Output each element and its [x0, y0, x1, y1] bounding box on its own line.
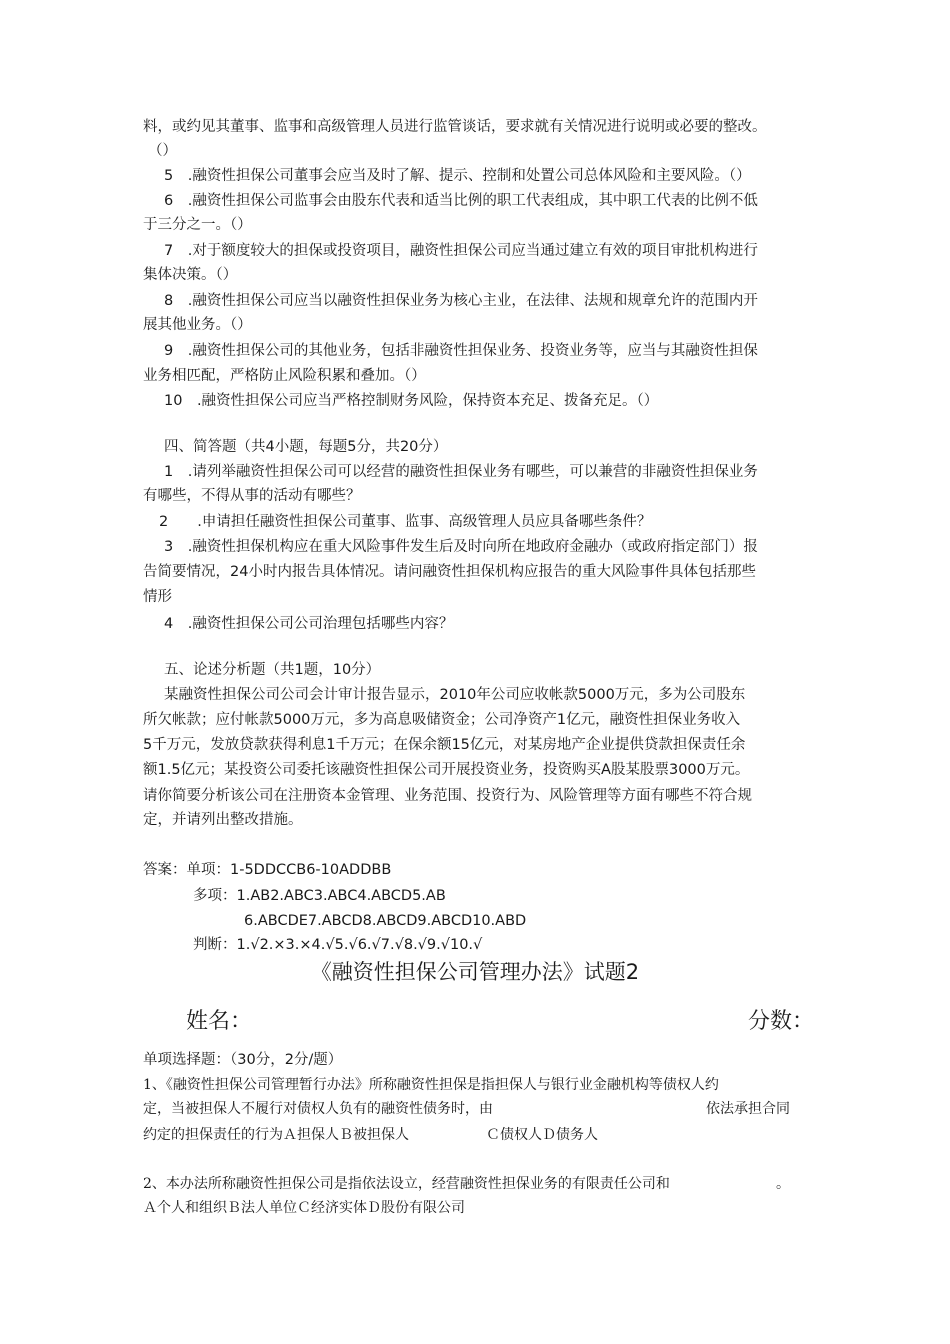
question-1: 1 .请列举融资性担保公司可以经营的融资性担保业务有哪些，可以兼营的非融资性担保业务: [164, 464, 758, 480]
text-line: 业务相匹配，严格防止风险积累和叠加。（）: [143, 368, 426, 384]
paragraph-line: 定，并请列出整改措施。: [143, 812, 303, 828]
question-7: 7 .对于额度较大的担保或投资项目，融资性担保公司应当通过建立有效的项目审批机构进行: [164, 243, 758, 259]
exam-title: 《融资性担保公司管理办法》试题2: [310, 960, 640, 984]
text-line: Ａ个人和组织Ｂ法人单位Ｃ经济实体Ｄ股份有限公司: [143, 1200, 465, 1216]
name-label: 姓名：: [186, 1009, 253, 1034]
paragraph-line: 某融资性担保公司公司会计审计报告显示，2010年公司应收帐款5000万元，多为公司股东: [164, 687, 746, 703]
exam-question-2: 2、本办法所称融资性担保公司是指依法设立，经营融资性担保业务的有限责任公司和: [143, 1176, 670, 1192]
question-4: 4 .融资性担保公司公司治理包括哪些内容？: [164, 616, 454, 632]
question-10: 10 .融资性担保公司应当严格控制财务风险，保持资本充足、拨备充足。（）: [164, 393, 659, 409]
paragraph-line: 5千万元，发放贷款获得利息1千万元；在保余额15亿元，对某房地产企业提供贷款担保责任余: [143, 737, 746, 753]
text-line: 集体决策。（）: [143, 267, 238, 283]
text-line: 。: [776, 1176, 790, 1192]
question-3: 3 .融资性担保机构应在重大风险事件发生后及时向所在地政府金融办（或政府指定部门）报: [164, 539, 758, 555]
question-2: 2 .申请担任融资性担保公司董事、监事、高级管理人员应具备哪些条件？: [159, 514, 652, 530]
text-line: 定，当被担保人不履行对债权人负有的融资性债务时，由: [143, 1101, 493, 1117]
text-line: 于三分之一。（）: [143, 217, 252, 233]
answers-judge: 判断：1.√2.×3.×4.√5.√6.√7.√8.√9.√10.√: [193, 937, 483, 953]
exam-question-1: 1、《融资性担保公司管理暂行办法》所称融资性担保是指担保人与银行业金融机构等债权人约: [143, 1077, 719, 1093]
text-line: 情形: [143, 589, 172, 605]
question-6: 6 .融资性担保公司监事会由股东代表和适当比例的职工代表组成，其中职工代表的比例不低: [164, 193, 758, 209]
text-line: 料，或约见其董事、监事和高级管理人员进行监管谈话，要求就有关情况进行说明或必要的整改。: [143, 119, 767, 135]
score-label: 分数：: [748, 1009, 815, 1034]
section-heading: 四、简答题（共4小题，每题5分，共20分）: [164, 439, 448, 455]
text-line: （）: [148, 143, 177, 159]
text-line: 展其他业务。（）: [143, 317, 252, 333]
paragraph-line: 请你简要分析该公司在注册资本金管理、业务范围、投资行为、风险管理等方面有哪些不符合规: [143, 788, 752, 804]
text-line: 依法承担合同: [706, 1101, 790, 1117]
question-9: 9 .融资性担保公司的其他业务，包括非融资性担保业务、投资业务等，应当与其融资性担保: [164, 343, 758, 359]
answers-multi: 多项：1.AB2.ABC3.ABC4.ABCD5.AB: [193, 888, 446, 904]
answers-single: 答案：单项：1-5DDCCB6-10ADDBB: [143, 862, 392, 878]
text-line: 约定的担保责任的行为Ａ担保人Ｂ被担保人: [143, 1127, 409, 1143]
question-5: 5 .融资性担保公司董事会应当及时了解、提示、控制和处置公司总体风险和主要风险。（）: [164, 168, 751, 184]
answers-multi: 6.ABCDE7.ABCD8.ABCD9.ABCD10.ABD: [244, 913, 527, 929]
paragraph-line: 所欠帐款；应付帐款5000万元，多为高息吸储资金；公司净资产1亿元，融资性担保业务收入: [143, 712, 741, 728]
text-line: 有哪些，不得从事的活动有哪些？: [143, 488, 361, 504]
text-line: 告简要情况，24小时内报告具体情况。请问融资性担保机构应报告的重大风险事件具体包括那些: [143, 564, 756, 580]
section-heading: 单项选择题：（30分，2分/题）: [143, 1052, 343, 1068]
question-8: 8 .融资性担保公司应当以融资性担保业务为核心主业，在法律、法规和规章允许的范围内开: [164, 293, 758, 309]
paragraph-line: 额1.5亿元；某投资公司委托该融资性担保公司开展投资业务，投资购买A股某股票3000万元。: [143, 762, 750, 778]
section-heading: 五、论述分析题（共1题，10分）: [164, 662, 381, 678]
text-line: Ｃ债权人Ｄ债务人: [486, 1127, 598, 1143]
